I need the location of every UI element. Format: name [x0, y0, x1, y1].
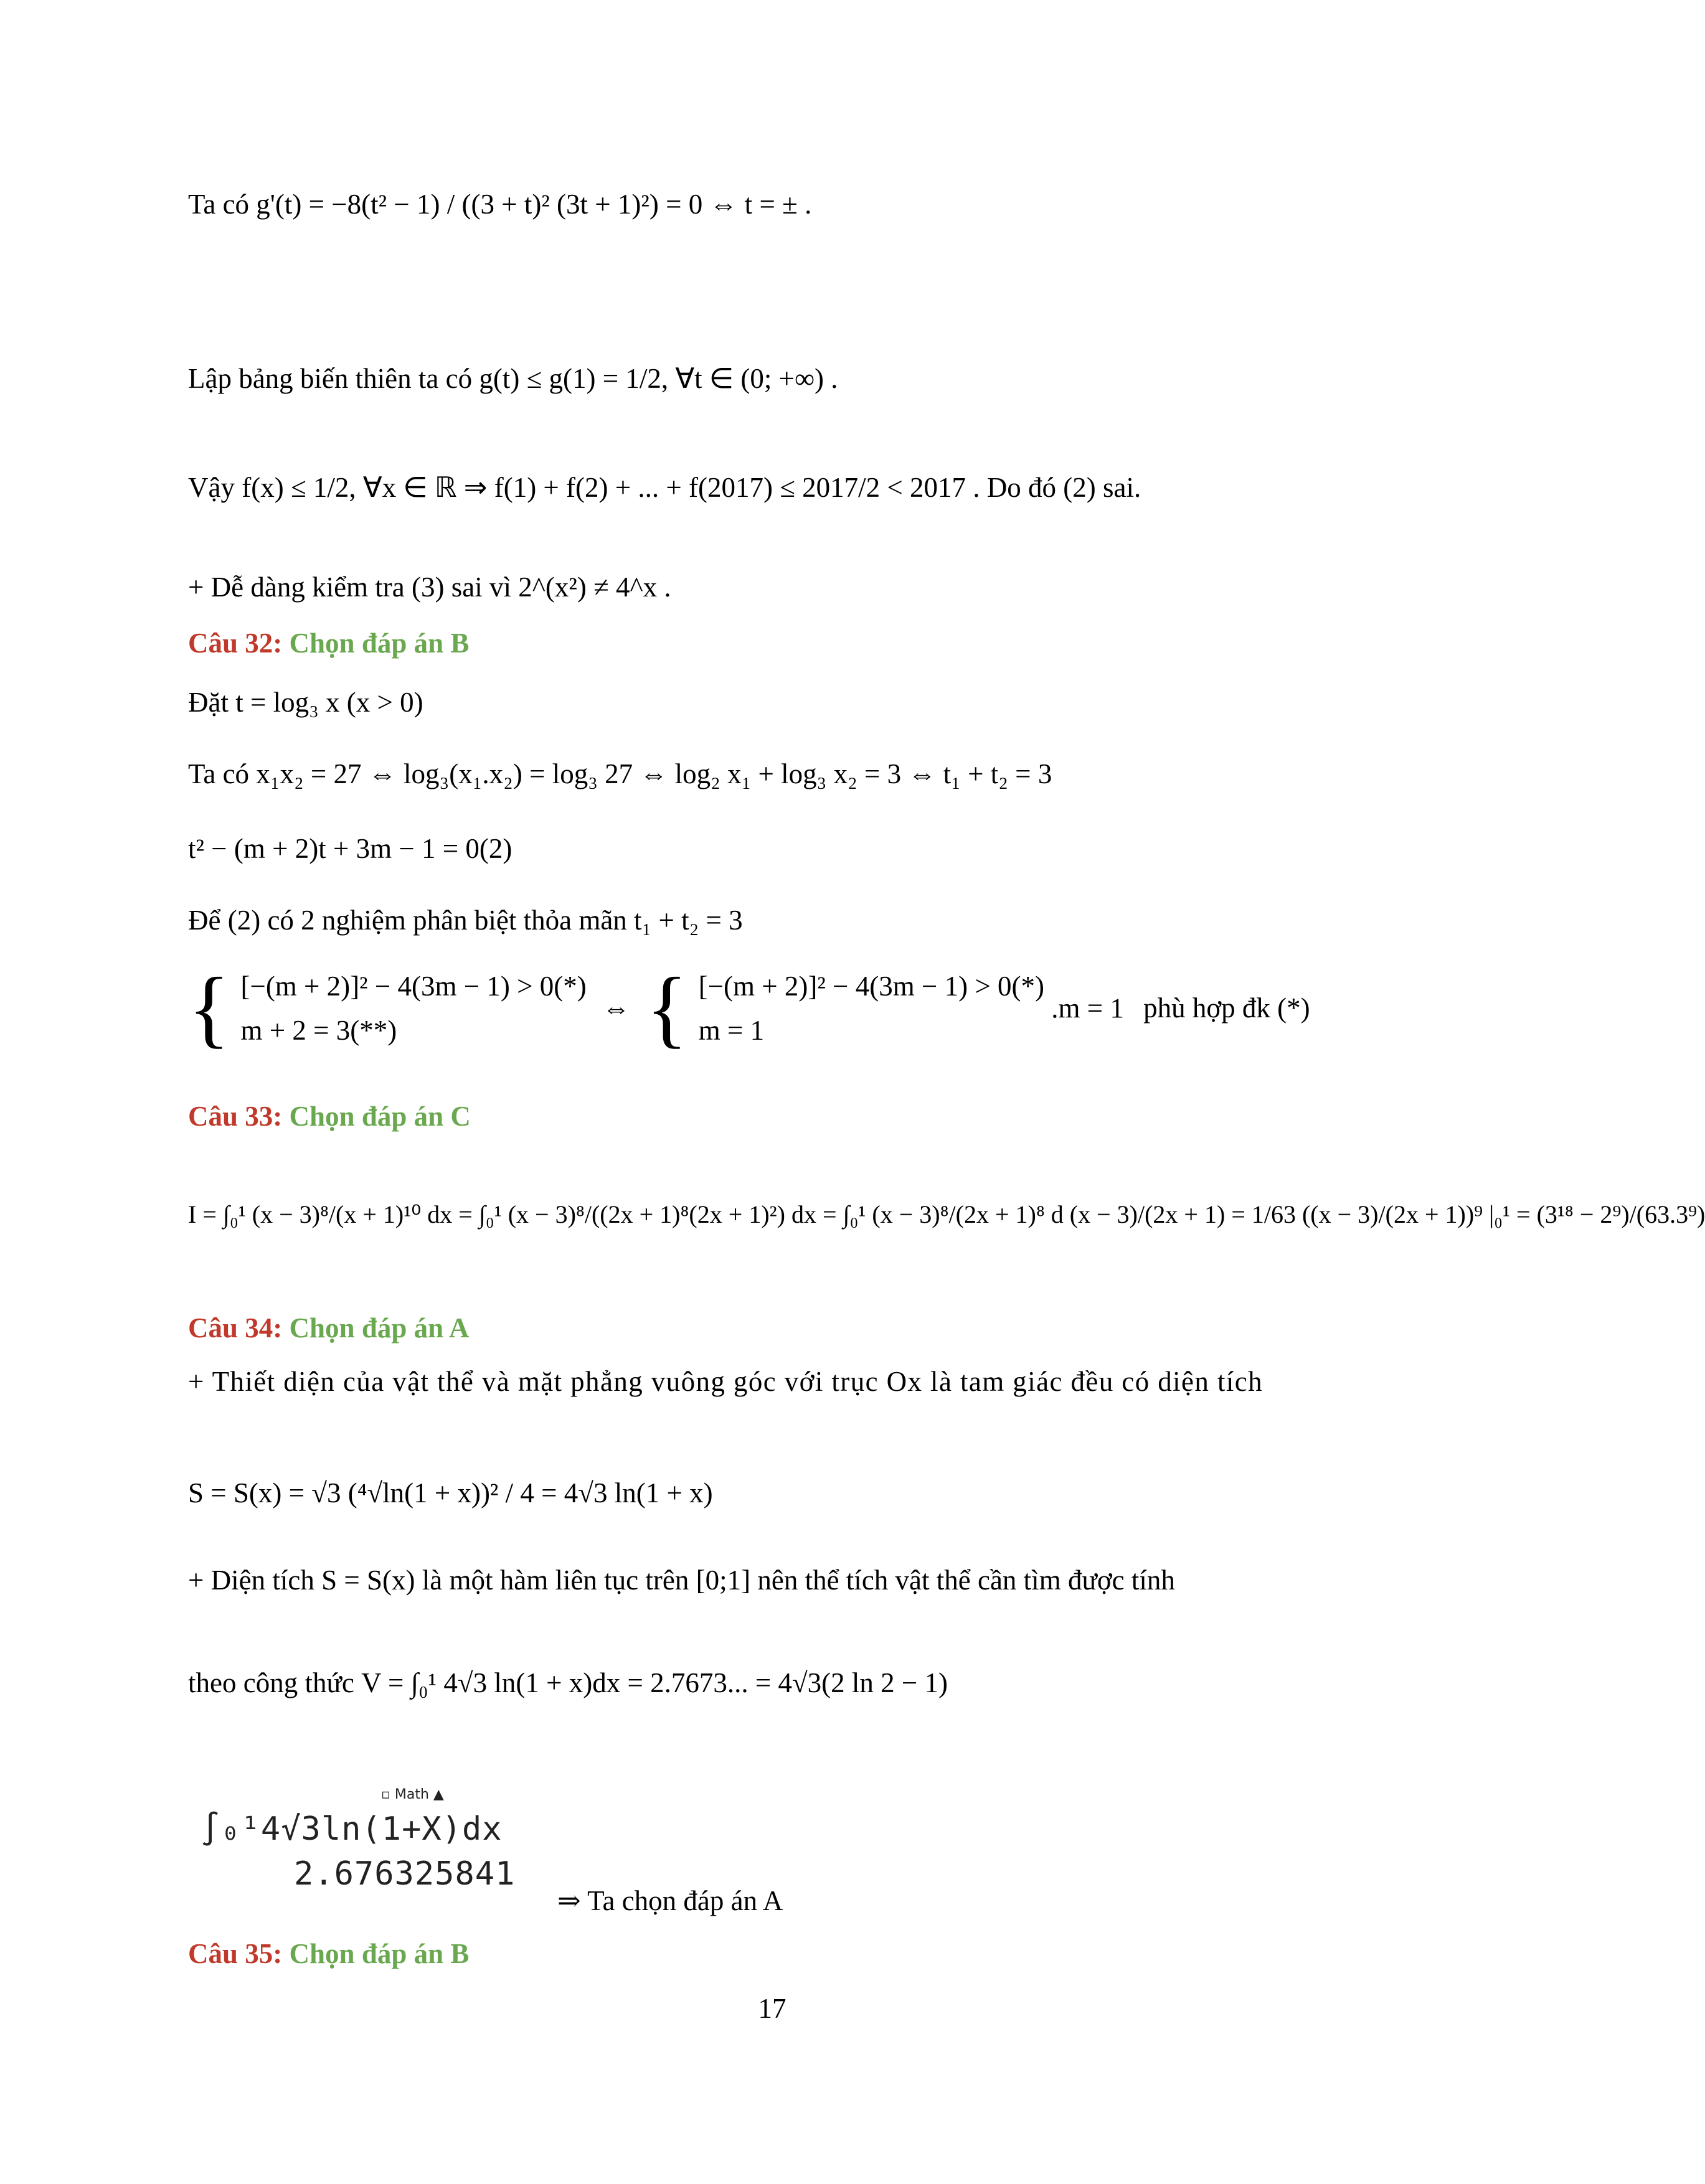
- q34-volume-prefix: theo công thức: [188, 1667, 354, 1698]
- q32-system-1-row-a: [−(m + 2)]² − 4(3m − 1) > 0(*): [240, 970, 587, 1002]
- variation-formula: g(t) ≤ g(1) = 1/2, ∀t ∈ (0; +∞) .: [479, 362, 838, 394]
- calculator-display: [201, 1787, 524, 1911]
- conclusion-formula: f(x) ≤ 1/2, ∀x ∈ ℝ ⇒ f(1) + f(2) + ... + f(2017) ≤ 2017/2 < 2017: [242, 471, 966, 503]
- q32-condition-text: Để (2) có 2 nghiệm phân biệt thỏa mãn: [188, 904, 627, 936]
- line-check-text: + Dễ dàng kiểm tra (3) sai vì: [188, 571, 511, 603]
- question-34-heading: [188, 1311, 469, 1344]
- question-35-heading: [188, 1936, 469, 1969]
- q32-product-formula: x₁x₂ = 27 ⇔ log₃(x₁.x₂) = log₃ 27 ⇔ log₂ x₁ + log₃ x₂ = 3 ⇔ t₁ + t₂ = 3: [256, 758, 1052, 789]
- q32-line-substitution: [188, 685, 423, 718]
- q32-substitution-prefix: Đặt: [188, 686, 229, 718]
- q32-equation-formula: t² − (m + 2)t + 3m − 1 = 0(2): [188, 832, 512, 864]
- q34-line-continuity: [188, 1563, 1175, 1596]
- q34-line-volume: [188, 1665, 948, 1698]
- line-gprime-prefix: Ta có: [188, 188, 250, 220]
- q32-system-note: phù hợp đk (*): [1143, 992, 1310, 1024]
- question-33-heading: [188, 1099, 471, 1132]
- question-32-answer: Chọn đáp án B: [289, 627, 470, 659]
- q34-line-area: [188, 1476, 713, 1509]
- q33-integral-line: [188, 1198, 1705, 1228]
- equivalence-arrow: ⇔: [602, 992, 630, 1024]
- question-34-answer: Chọn đáp án A: [289, 1312, 470, 1344]
- question-33-number: Câu 33:: [188, 1100, 283, 1132]
- question-33-answer: Chọn đáp án C: [289, 1100, 471, 1132]
- q34-line-section: [188, 1367, 1371, 1398]
- line-variation-prefix: Lập bảng biến thiên ta có: [188, 362, 473, 394]
- question-35-answer: Chọn đáp án B: [289, 1937, 470, 1969]
- line-conclusion-prefix: Vậy: [188, 471, 235, 503]
- gprime-formula: g'(t) = −8(t² − 1) / ((3 + t)² (3t + 1)²) = 0 ⇔ t = ± .: [256, 188, 812, 220]
- q32-system-1: [240, 971, 586, 1047]
- q34-conclusion-text: ⇒ Ta chọn đáp án A: [557, 1885, 783, 1916]
- q32-condition-formula: t₁ + t₂ = 3: [634, 904, 743, 936]
- q32-substitution-formula: t = log₃ x (x > 0): [235, 686, 423, 718]
- check-formula: 2^(x²) ≠ 4^x .: [518, 571, 671, 603]
- line-conclusion-2: [188, 470, 1141, 503]
- q34-section-text: + Thiết diện của vật thể và mặt phẳng vuông góc với trục Ox là tam giác đều có diện tích: [188, 1366, 1263, 1397]
- q32-line-product: [188, 756, 1052, 789]
- q32-line-condition: [188, 903, 743, 936]
- q32-system-2-row-b: m = 1: [698, 1015, 765, 1046]
- q32-system-2-row-a: [−(m + 2)]² − 4(3m − 1) > 0(*): [698, 970, 1044, 1002]
- q34-continuity-c: nên thể tích vật thể cần tìm được tính: [757, 1564, 1175, 1596]
- question-32-heading: [188, 626, 469, 659]
- q34-volume-formula: V = ∫₀¹ 4√3 ln(1 + x)dx = 2.7673... = 4√3(2 ln 2 − 1): [361, 1667, 948, 1698]
- calculator-indicator: ▫ Math ▲: [381, 1787, 444, 1802]
- q32-product-prefix: Ta có: [188, 758, 250, 789]
- q32-system-2: [699, 971, 1044, 1047]
- q34-continuity-a: + Diện tích: [188, 1564, 314, 1596]
- calculator-result: 2.676325841: [294, 1855, 516, 1893]
- q32-system-1-row-b: m + 2 = 3(**): [240, 1015, 397, 1046]
- q34-continuity-expr2: [0;1]: [696, 1564, 751, 1596]
- q33-integral-formula: I = ∫₀¹ (x − 3)⁸/(x + 1)¹⁰ dx = ∫₀¹ (x − 3)⁸/((2x + 1)⁸(2x + 1)²) dx = ∫₀¹ (x − 3)⁸/(2x + 1)⁸ d (x − 3)/(2x + 1) = 1/63 ((x − 3)/(2x + 1))⁹ |₀¹ = (3¹⁸ − 2⁹)/(63.3⁹): [188, 1200, 1705, 1228]
- line-variation-table: [188, 361, 838, 394]
- calculator-expression: ∫₀¹4√3ln(1+X)dx: [201, 1810, 503, 1848]
- system-brace-left: {: [188, 960, 230, 1057]
- page-number: 17: [758, 1993, 786, 2024]
- q32-system-tail: .m = 1: [1051, 992, 1124, 1024]
- question-35-number: Câu 35:: [188, 1937, 283, 1969]
- q34-continuity-expr1: S = S(x): [321, 1564, 415, 1596]
- q32-line-equation: [188, 831, 512, 864]
- system-brace-right: {: [646, 960, 688, 1057]
- line-conclusion-suffix: . Do đó (2) sai.: [973, 471, 1141, 503]
- line-check-3: [188, 570, 671, 603]
- question-34-number: Câu 34:: [188, 1312, 283, 1344]
- q34-continuity-b: là một hàm liên tục trên: [422, 1564, 689, 1596]
- q34-conclusion: [557, 1883, 783, 1916]
- q32-system-line: [188, 960, 1310, 1057]
- q34-area-formula: S = S(x) = √3 (⁴√ln(1 + x))² / 4 = 4√3 ln(1 + x): [188, 1477, 713, 1509]
- line-gprime: [188, 187, 811, 220]
- question-32-number: Câu 32:: [188, 627, 283, 659]
